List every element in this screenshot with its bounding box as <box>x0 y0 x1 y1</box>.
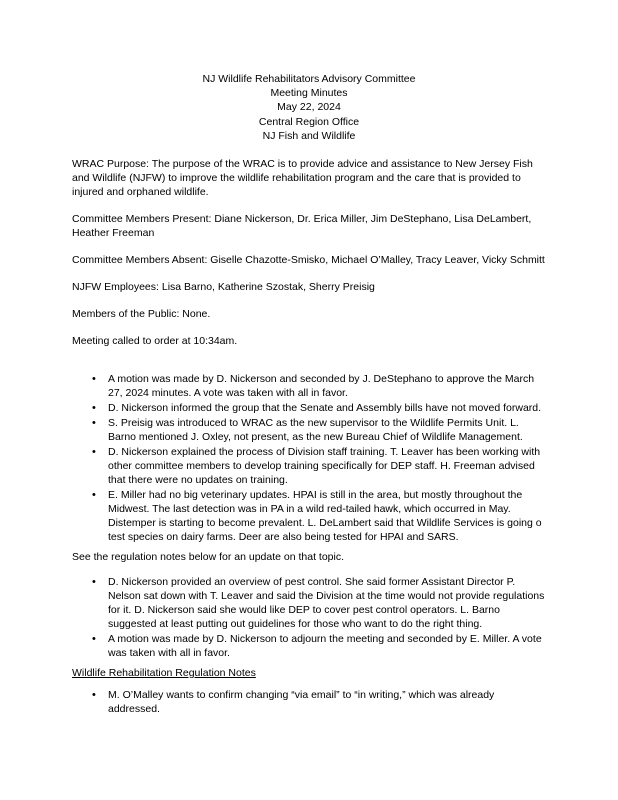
meeting-location: Central Region Office <box>258 115 360 128</box>
regulation-notes-heading: Wildlife Rehabilitation Regulation Notes <box>72 667 256 680</box>
list-item: • D. Nickerson informed the group that the Senate and Assembly bills have not moved forward. <box>108 401 546 415</box>
call-to-order: Meeting called to order at 10:34am. <box>72 335 238 348</box>
agency-name: NJ Fish and Wildlife <box>262 129 356 142</box>
njfw-employees: NJFW Employees: Lisa Barno, Katherine Szostak, Sherry Preisig <box>72 281 375 294</box>
minutes-header <box>72 72 546 143</box>
purpose-paragraph: WRAC Purpose: The purpose of the WRAC is to provide advice and assistance to New Jersey Fish and Wildlife (NJFW) to improve the wildlife rehabilitation program and the care that is provided to injured and orphaned wildlife. <box>72 158 533 199</box>
committee-name: NJ Wildlife Rehabilitators Advisory Committee <box>202 73 416 85</box>
list-item: • S. Preisig was introduced to WRAC as the new supervisor to the Wildlife Permits Unit. L. Barno mentioned J. Oxley, not present, as the new Bureau Chief of Wildlife Management. <box>108 416 546 444</box>
list-item: • D. Nickerson provided an overview of pest control. She said former Assistant Director P. Nelson sat down with T. Leaver and said the Division at the time would not provide regulations for it. D. Nickerson said she would like DEP to cover pest control operators. L. Barno suggested at least putting out guidelines for those who want to do the right thing. <box>108 575 546 631</box>
regulation-notes-list <box>72 688 546 716</box>
members-absent: Committee Members Absent: Giselle Chazotte-Smisko, Michael O’Malley, Tracy Leaver, Vicky Schmitt <box>72 254 545 267</box>
meeting-date: May 22, 2024 <box>277 101 341 114</box>
minutes-list-2 <box>72 575 546 660</box>
document-type: Meeting Minutes <box>270 87 348 100</box>
spacer <box>72 361 546 372</box>
list-item: • E. Miller had no big veterinary updates. HPAI is still in the area, but mostly throughout the Midwest. The last detection was in PA in a wild red-tailed hawk, which occurred in May. Distemper is starting to become prevalent. L. DeLambert said that Wildlife Services is going o test species on dairy farms. Deer are also being tested for HPAI and SARS. <box>108 488 546 544</box>
minutes-list-1 <box>72 372 546 544</box>
list-item: • M. O’Malley wants to confirm changing “via email” to “in writing,” which was already addressed. <box>108 688 546 716</box>
members-of-public: Members of the Public: None. <box>72 308 211 321</box>
see-regulation-notes: See the regulation notes below for an update on that topic. <box>72 551 345 564</box>
list-item: • D. Nickerson explained the process of Division staff training. T. Leaver has been working with other committee members to develop training specifically for DEP staff. H. Freeman advised that there were no updates on training. <box>108 445 546 487</box>
list-item: • A motion was made by D. Nickerson to adjourn the meeting and seconded by E. Miller. A vote was taken with all in favor. <box>108 632 546 660</box>
members-present: Committee Members Present: Diane Nickerson, Dr. Erica Miller, Jim DeStephano, Lisa DeLambert, Heather Freeman <box>72 213 532 240</box>
list-item: • A motion was made by D. Nickerson and seconded by J. DeStephano to approve the March 27, 2024 minutes. A vote was taken with all in favor. <box>108 372 546 400</box>
